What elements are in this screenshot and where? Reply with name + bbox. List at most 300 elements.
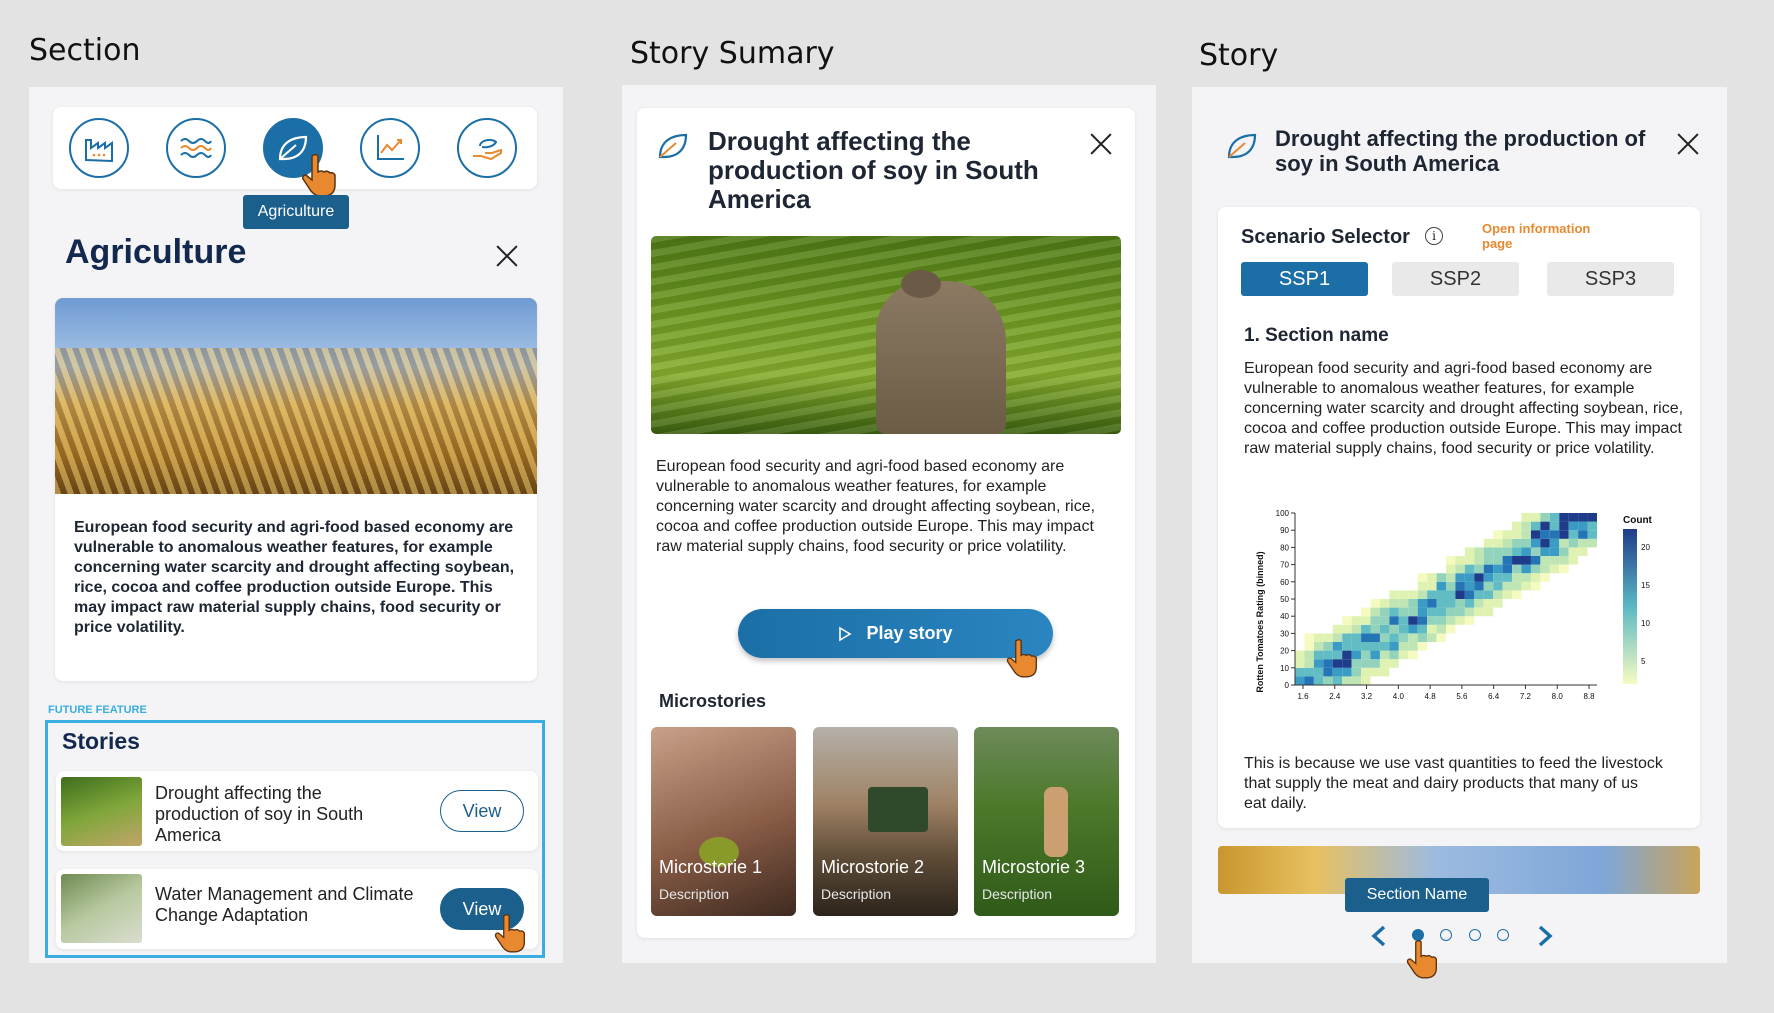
heatmap-cell [1371,599,1380,608]
story-section-description: European food security and agri-food based economy are vulnerable to anomalous weather features, for example concerning water scarcity and drought affecting soybean, rice, cocoa and coffee production outside Europe. This may impact raw material supply chains, food security or price volatility. [1244,360,1684,457]
pointer-hand-icon [1005,637,1039,679]
heatmap-cell [1408,642,1417,651]
heatmap-cell [1418,608,1427,617]
chart-y-tick-label: 10 [1280,663,1289,673]
heatmap-cell [1559,556,1568,565]
pointer-hand-icon [1405,938,1439,980]
heatmap-cell [1333,642,1342,651]
heatmap-cell [1389,608,1398,617]
chart-legend-title: Count [1623,515,1652,526]
heatmap-cell [1361,676,1370,685]
heatmap-cell [1455,565,1464,574]
heatmap-cell [1493,599,1502,608]
farmer-field-image [651,236,1121,434]
heatmap-cell [1531,573,1540,582]
heatmap-cell [1304,642,1313,651]
microstory-title: Microstorie 1 [659,857,763,877]
heatmap-cell [1522,513,1531,522]
heatmap-cell [1380,642,1389,651]
heatmap-cell [1408,608,1417,617]
heatmap-cell [1418,582,1427,591]
heatmap-cell [1314,633,1323,642]
heatmap-cell [1559,522,1568,531]
future-feature-label: FUTURE FEATURE [48,704,147,716]
wheat-field-image [55,298,537,494]
scenario-ssp2-button[interactable]: SSP2 [1392,262,1519,296]
heatmap-cell [1522,530,1531,539]
microstory-title: Microstorie 3 [982,857,1086,877]
heatmap-cell [1389,616,1398,625]
chart-x-tick-label: 7.2 [1519,692,1532,701]
heatmap-cell [1531,582,1540,591]
heatmap-cell [1522,547,1531,556]
heatmap-cell [1427,599,1436,608]
heatmap-cell [1408,590,1417,599]
heatmap-cell [1569,522,1578,531]
chart-legend-bar [1623,529,1637,684]
heatmap-cell [1522,539,1531,548]
heatmap-cell [1389,651,1398,660]
heatmap-cell [1522,556,1531,565]
heatmap-cell [1588,522,1597,531]
microstories-heading: Microstories [659,691,767,711]
heatmap-cell [1314,642,1323,651]
heatmap-cell [1323,668,1332,677]
heatmap-cell [1399,599,1408,608]
summary-title: Drought affecting the production of soy in South America [708,126,1039,214]
heatmap-cell [1474,582,1483,591]
heatmap-cell [1371,642,1380,651]
heatmap-cell [1484,573,1493,582]
heatmap-cell [1333,651,1342,660]
section-description: European food security and agri-food based economy are vulnerable to anomalous weather features, for example concerning water scarcity and drought affecting soybean, rice, cocoa and coffee production outside Europe. This may impact raw material supply chains, food security or price volatility. [74,519,515,636]
heatmap-cell [1550,556,1559,565]
heatmap-cell [1427,582,1436,591]
heatmap-cell [1427,633,1436,642]
heatmap-cell [1559,530,1568,539]
heatmap-cell [1446,573,1455,582]
heatmap-cell [1503,539,1512,548]
heatmap-cell [1493,565,1502,574]
heatmap-cell [1531,522,1540,531]
heatmap-cell [1314,668,1323,677]
agriculture-tooltip: Agriculture [243,195,349,229]
chart-legend-tick-label: 15 [1641,581,1650,590]
heatmap-cell [1427,616,1436,625]
heatmap-cell [1418,633,1427,642]
heatmap-cell [1446,625,1455,634]
heatmap-cell [1559,547,1568,556]
heatmap-cell [1540,522,1549,531]
heatmap-cell [1361,616,1370,625]
heatmap-cell [1371,651,1380,660]
play-icon [838,626,852,642]
heatmap-cell [1399,642,1408,651]
heatmap-cell [1333,625,1342,634]
heatmap-cell [1304,651,1313,660]
summary-column-title: Story Sumary [630,36,835,71]
heatmap-cell [1408,651,1417,660]
section-name-tooltip: Section Name [1345,878,1489,912]
heatmap-cell [1333,668,1342,677]
stories-heading: Stories [62,728,140,754]
chart-y-axis-label: Rotten Tomatoes Rating (binned) [1255,551,1265,693]
heatmap-cell [1540,547,1549,556]
scenario-selector-label: Scenario Selector [1241,226,1410,248]
chart-y-tick-label: 30 [1280,629,1289,639]
heatmap-cell [1380,633,1389,642]
heatmap-cell [1540,556,1549,565]
heatmap-cell [1418,590,1427,599]
heatmap-cell [1465,599,1474,608]
heatmap-cell [1304,676,1313,685]
chart-x-tick-label: 1.6 [1297,692,1309,701]
heatmap-cell [1503,573,1512,582]
microstory-description: Description [821,886,892,902]
heatmap-cell [1559,513,1568,522]
heatmap-cell [1437,633,1446,642]
heatmap-cell [1484,590,1493,599]
chart-y-tick-label: 60 [1280,577,1289,587]
heatmap-cell [1361,668,1370,677]
play-story-label: Play story [866,623,953,643]
heatmap-cell [1493,590,1502,599]
heatmap-cell [1314,659,1323,668]
microstory-card[interactable] [813,727,958,916]
heatmap-cell [1361,651,1370,660]
story-title: Drought affecting the production of soy in South America [1275,126,1646,176]
heatmap-cell [1512,522,1521,531]
scenario-ssp3-button[interactable]: SSP3 [1547,262,1674,296]
heatmap-cell [1361,642,1370,651]
heatmap-cell [1437,599,1446,608]
chevron-left-icon[interactable] [1369,924,1389,948]
chart-x-tick-label: 3.2 [1360,692,1373,701]
heatmap-cell [1371,625,1380,634]
heatmap-cell [1380,651,1389,660]
chart-y-tick-label: 50 [1280,595,1289,604]
heatmap-cell [1437,616,1446,625]
heatmap-cell [1455,582,1464,591]
heatmap-cell [1380,608,1389,617]
heatmap-cell [1352,659,1361,668]
heatmap-cell [1418,573,1427,582]
chart-x-tick-label: 2.4 [1329,692,1341,701]
heatmap-cell [1465,590,1474,599]
heatmap-cell [1323,651,1332,660]
heatmap-cell [1455,573,1464,582]
heatmap-cell [1569,513,1578,522]
heatmap-cell [1399,633,1408,642]
heatmap-cell [1465,608,1474,617]
heatmap-cell [1550,522,1559,531]
heatmap-cell [1455,608,1464,617]
heatmap-cell [1522,582,1531,591]
heatmap-cell [1352,651,1361,660]
heatmap-cell [1333,659,1342,668]
heatmap-cell [1371,633,1380,642]
chart-trend-icon [374,133,406,163]
heatmap-cell [1323,676,1332,685]
chart-x-tick-label: 4.0 [1392,692,1404,701]
heatmap-cell [1559,539,1568,548]
chart-x-tick-label: 6.4 [1488,692,1500,701]
heatmap-cell [1503,582,1512,591]
heatmap-cell [1342,676,1351,685]
heatmap-cell [1484,608,1493,617]
heatmap-cell [1512,556,1521,565]
heatmap-cell [1342,651,1351,660]
heatmap-cell [1522,573,1531,582]
heatmap-cells [1295,513,1597,685]
heatmap-cell [1474,590,1483,599]
story-thumbnail-soy [61,777,142,846]
heatmap-cell [1531,547,1540,556]
heatmap-cell [1323,642,1332,651]
heatmap-cell [1408,633,1417,642]
heatmap-cell [1550,547,1559,556]
heatmap-cell [1295,659,1304,668]
heatmap-cell [1295,651,1304,660]
heatmap-cell [1333,676,1342,685]
heatmap-cell [1446,599,1455,608]
heatmap-cell [1389,633,1398,642]
heatmap-chart [1255,507,1680,737]
chart-x-tick-label: 5.6 [1456,692,1468,701]
heatmap-cell [1352,642,1361,651]
category-water-button[interactable] [166,118,226,178]
chart-y-tick-label: 20 [1280,646,1289,656]
heatmap-cell [1474,608,1483,617]
heatmap-cell [1304,633,1313,642]
view-story-button[interactable]: View [440,888,524,930]
heatmap-cell [1465,582,1474,591]
story-section-heading: 1. Section name [1244,325,1389,346]
heatmap-cell [1371,668,1380,677]
open-information-link[interactable]: Open information page [1482,221,1591,251]
heatmap-cell [1389,599,1398,608]
heatmap-cell [1399,590,1408,599]
heatmap-cell [1342,642,1351,651]
summary-close-button[interactable] [1089,132,1113,156]
heatmap-cell [1295,676,1304,685]
heatmap-cell [1352,668,1361,677]
heatmap-cell [1399,625,1408,634]
category-industry-button[interactable] [69,118,129,178]
heatmap-cell [1550,530,1559,539]
category-economy-button[interactable] [360,118,420,178]
heatmap-cell [1512,565,1521,574]
chart-y-tick-label: 0 [1284,681,1289,690]
heatmap-cell [1352,616,1361,625]
heatmap-cell [1493,539,1502,548]
heatmap-cell [1569,530,1578,539]
heatmap-cell [1342,668,1351,677]
heatmap-cell [1437,608,1446,617]
heatmap-cell [1512,547,1521,556]
heatmap-cell [1512,530,1521,539]
heatmap-cell [1540,513,1549,522]
heatmap-cell [1531,530,1540,539]
heatmap-cell [1304,659,1313,668]
heatmap-cell [1474,556,1483,565]
heatmap-cell [1493,556,1502,565]
heatmap-cell [1427,573,1436,582]
pointer-hand-icon [493,912,527,954]
heatmap-cell [1474,599,1483,608]
heatmap-cell [1333,633,1342,642]
heatmap-cell [1484,556,1493,565]
heatmap-cell [1465,573,1474,582]
pagination-dot[interactable] [1469,929,1481,941]
heatmap-cell [1465,556,1474,565]
chart-y-tick-label: 100 [1275,509,1289,518]
heatmap-cell [1569,556,1578,565]
heatmap-cell [1361,659,1370,668]
heatmap-cell [1418,642,1427,651]
chart-x-tick-label: 8.8 [1583,692,1595,701]
heatmap-cell [1503,556,1512,565]
story-column-title: Story [1199,38,1279,73]
chart-legend-tick-label: 10 [1641,619,1650,628]
category-social-button[interactable] [457,118,517,178]
heatmap-cell [1522,522,1531,531]
heatmap-cell [1399,616,1408,625]
heatmap-cell [1380,659,1389,668]
chart-y-tick-label: 40 [1280,612,1289,622]
heatmap-cell [1446,582,1455,591]
heatmap-cell [1512,539,1521,548]
pagination-dot[interactable] [1497,929,1509,941]
water-waves-icon [179,136,213,160]
microstory-card[interactable] [974,727,1119,916]
heatmap-cell [1588,513,1597,522]
heatmap-cell [1437,590,1446,599]
heatmap-cell [1418,625,1427,634]
story-footer-text: This is because we use vast quantities to feed the livestock that supply the meat and dairy products that many of us eat daily. [1244,755,1663,812]
heatmap-cell [1531,556,1540,565]
heatmap-cell [1540,565,1549,574]
chart-y-tick-label: 70 [1280,560,1289,570]
heatmap-cell [1427,590,1436,599]
heatmap-cell [1465,547,1474,556]
heatmap-cell [1418,599,1427,608]
section-column-title: Section [29,33,141,68]
chart-legend-tick-label: 5 [1641,657,1646,666]
heatmap-cell [1352,625,1361,634]
heatmap-cell [1371,616,1380,625]
heatmap-cell [1484,582,1493,591]
heatmap-cell [1474,573,1483,582]
heatmap-cell [1295,668,1304,677]
heatmap-cell [1588,530,1597,539]
heatmap-cell [1408,616,1417,625]
heatmap-cell [1503,530,1512,539]
heatmap-cell [1389,590,1398,599]
heatmap-cell [1569,547,1578,556]
heatmap-cell [1540,530,1549,539]
microstory-title: Microstorie 2 [821,857,925,877]
heatmap-cell [1512,582,1521,591]
heatmap-cell [1512,573,1521,582]
heatmap-cell [1465,616,1474,625]
heatmap-cell [1371,659,1380,668]
heatmap-cell [1531,539,1540,548]
heatmap-cell [1352,676,1361,685]
heatmap-cell [1380,625,1389,634]
heatmap-cell [1389,659,1398,668]
heatmap-cell [1455,599,1464,608]
heatmap-cell [1493,582,1502,591]
heatmap-cell [1465,565,1474,574]
heatmap-cell [1408,625,1417,634]
heatmap-cell [1578,530,1587,539]
heatmap-cell [1399,651,1408,660]
heatmap-cell [1522,565,1531,574]
chart-x-tick-label: 8.0 [1551,692,1563,701]
heatmap-cell [1455,590,1464,599]
heatmap-cell [1418,616,1427,625]
microstory-description: Description [982,886,1053,902]
heatmap-cell [1569,539,1578,548]
heatmap-cell [1427,608,1436,617]
heatmap-cell [1304,668,1313,677]
heatmap-cell [1540,539,1549,548]
heatmap-cell [1361,633,1370,642]
section-heading: Agriculture [65,233,247,271]
heatmap-cell [1455,616,1464,625]
view-story-button[interactable]: View [440,790,524,832]
heatmap-cell [1512,590,1521,599]
heatmap-cell [1446,608,1455,617]
microstory-card[interactable] [651,727,796,916]
heatmap-cell [1371,608,1380,617]
heatmap-cell [1484,599,1493,608]
story-close-button[interactable] [1676,132,1700,156]
heatmap-cell [1427,625,1436,634]
chart-x-tick-label: 4.8 [1424,692,1436,701]
chevron-right-icon[interactable] [1535,924,1555,948]
heatmap-cell [1493,547,1502,556]
scenario-ssp1-button[interactable]: SSP1 [1241,262,1368,296]
heatmap-cell [1408,599,1417,608]
section-close-button[interactable] [495,244,519,268]
heatmap-cell [1578,539,1587,548]
microstory-description: Description [659,886,730,902]
story-item-title: Drought affecting the production of soy in South America [155,783,364,845]
heatmap-cell [1389,642,1398,651]
heatmap-cell [1550,565,1559,574]
heatmap-cell [1314,676,1323,685]
heatmap-cell [1540,573,1549,582]
heatmap-cell [1484,565,1493,574]
heatmap-cell [1484,547,1493,556]
heatmap-cell [1550,513,1559,522]
heatmap-cell [1474,565,1483,574]
heatmap-cell [1559,565,1568,574]
heatmap-cell [1380,668,1389,677]
info-icon[interactable]: i [1425,227,1443,245]
chart-y-tick-label: 80 [1280,543,1289,553]
heatmap-cell [1578,513,1587,522]
heatmap-cell [1437,582,1446,591]
leaf-icon [1225,130,1259,162]
story-item-title: Water Management and Climate Change Adaptation [155,884,414,925]
pagination-dot[interactable] [1440,929,1452,941]
heatmap-cell [1352,633,1361,642]
heatmap-cell [1342,616,1351,625]
heatmap-cell [1493,573,1502,582]
